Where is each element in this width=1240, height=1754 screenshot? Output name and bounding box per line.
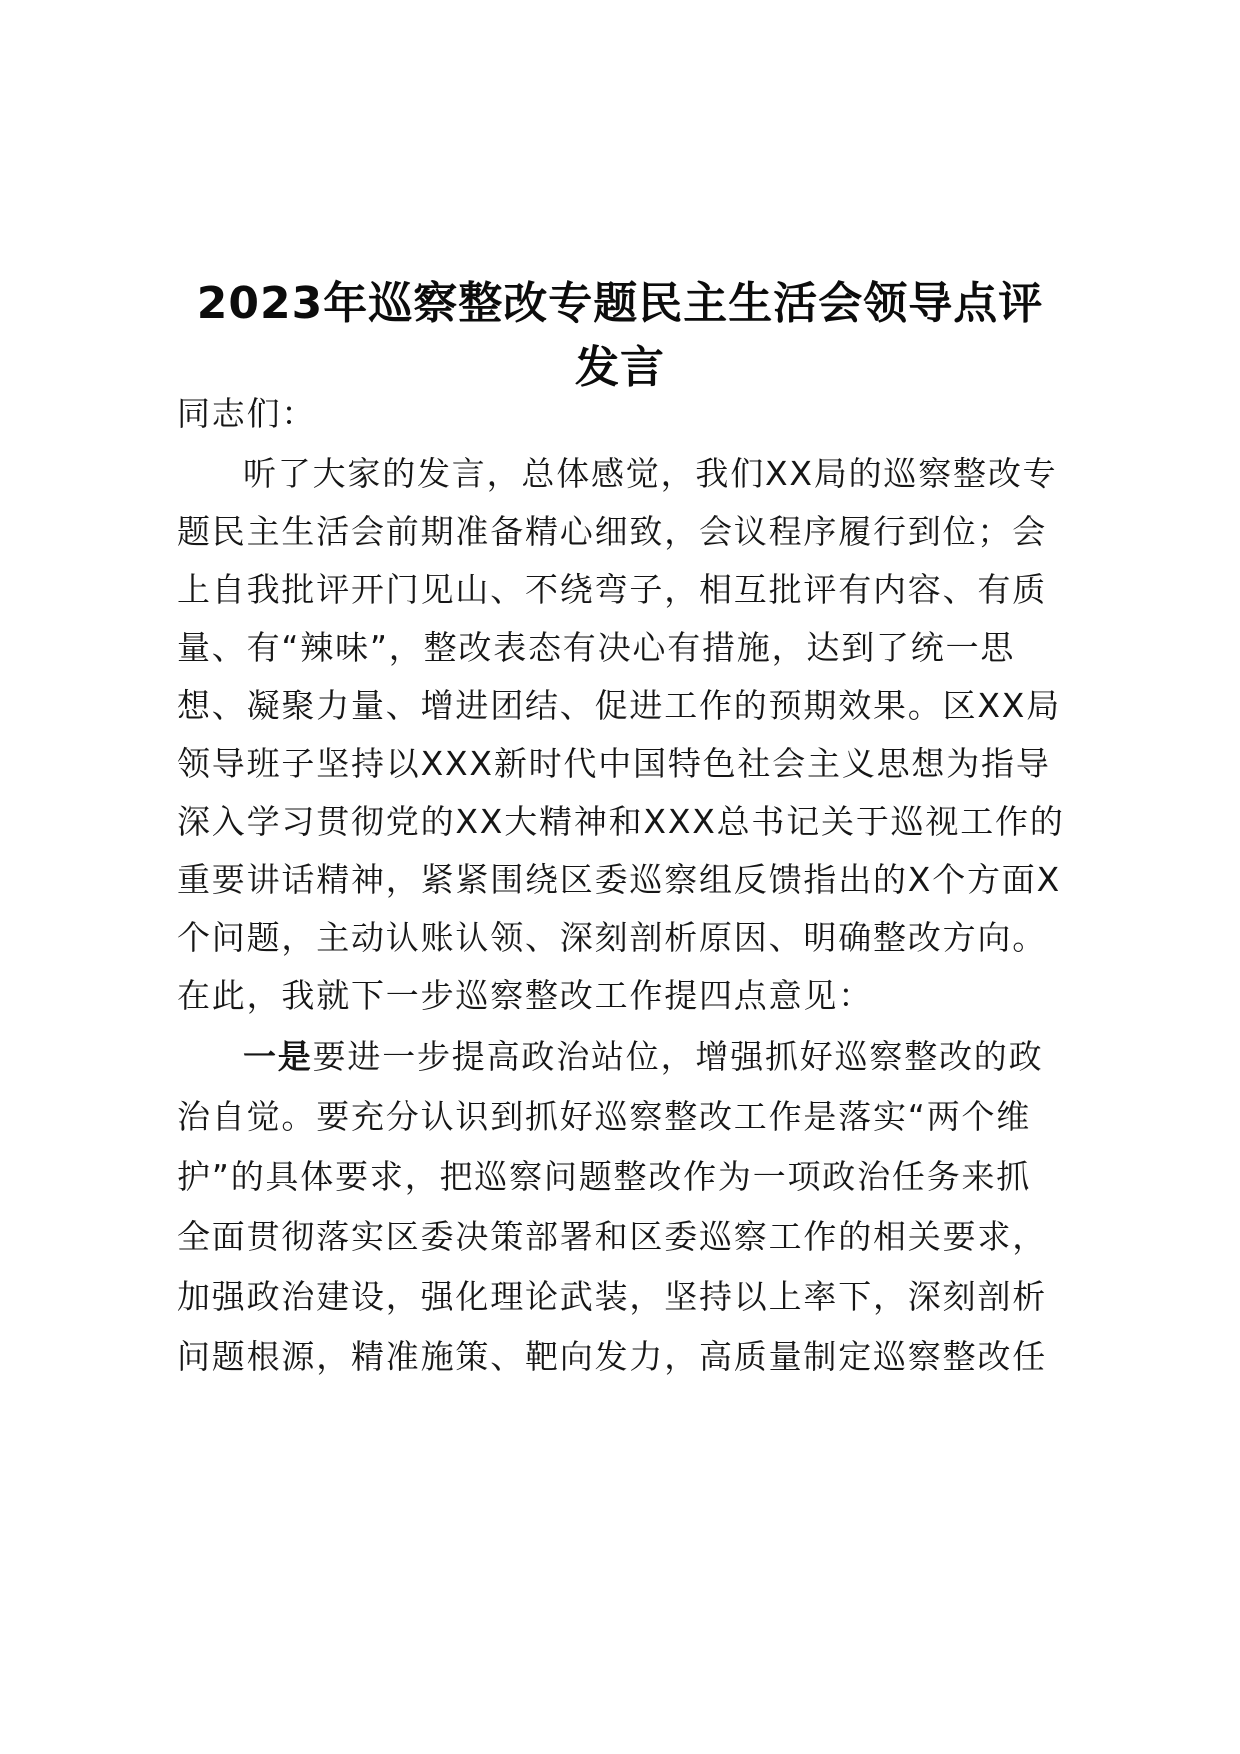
- point-1-line: 加强政治建设，强化理论武装，坚持以上率下，深刻剖析: [177, 1277, 1047, 1316]
- document-title-line-1: 2023年巡察整改专题民主生活会领导点评: [196, 278, 1044, 329]
- document-title-line-2: 发言: [575, 342, 665, 393]
- paragraph-1-line: 量、有“辣味”，整改表态有决心有措施，达到了统一思: [177, 628, 1016, 667]
- point-1-line: 问题根源，精准施策、靶向发力，高质量制定巡察整改任: [177, 1337, 1047, 1376]
- paragraph-1-line: 听了大家的发言，总体感觉，我们XX局的巡察整改专: [243, 454, 1058, 493]
- point-1-lead: 一是: [243, 1037, 313, 1076]
- point-1-line: 全面贯彻落实区委决策部署和区委巡察工作的相关要求，: [177, 1217, 1047, 1256]
- point-1-first-line: [243, 1037, 1043, 1077]
- paragraph-1-line: 深入学习贯彻党的XX大精神和XXX总书记关于巡视工作的: [177, 802, 1065, 841]
- paragraph-1-line: 重要讲话精神，紧紧围绕区委巡察组反馈指出的X个方面X: [177, 860, 1062, 899]
- paragraph-1-line: 想、凝聚力量、增进团结、促进工作的预期效果。区XX局: [177, 686, 1062, 725]
- point-1-line: 治自觉。要充分认识到抓好巡察整改工作是落实“两个维: [177, 1097, 1032, 1136]
- point-1-first-line-text: 要进一步提高政治站位，增强抓好巡察整改的政: [312, 1037, 1044, 1076]
- paragraph-1-line: 领导班子坚持以XXX新时代中国特色社会主义思想为指导: [177, 744, 1051, 783]
- paragraph-1-line: 上自我批评开门见山、不绕弯子，相互批评有内容、有质: [177, 570, 1047, 609]
- salutation: 同志们：: [177, 394, 317, 433]
- paragraph-1-line: 在此，我就下一步巡察整改工作提四点意见：: [177, 976, 873, 1015]
- point-1-line: 护”的具体要求，把巡察问题整改作为一项政治任务来抓: [177, 1157, 1032, 1196]
- paragraph-1-line: 题民主生活会前期准备精心细致，会议程序履行到位；会: [177, 512, 1047, 551]
- paragraph-1-line: 个问题，主动认账认领、深刻剖析原因、明确整改方向。: [177, 918, 1047, 957]
